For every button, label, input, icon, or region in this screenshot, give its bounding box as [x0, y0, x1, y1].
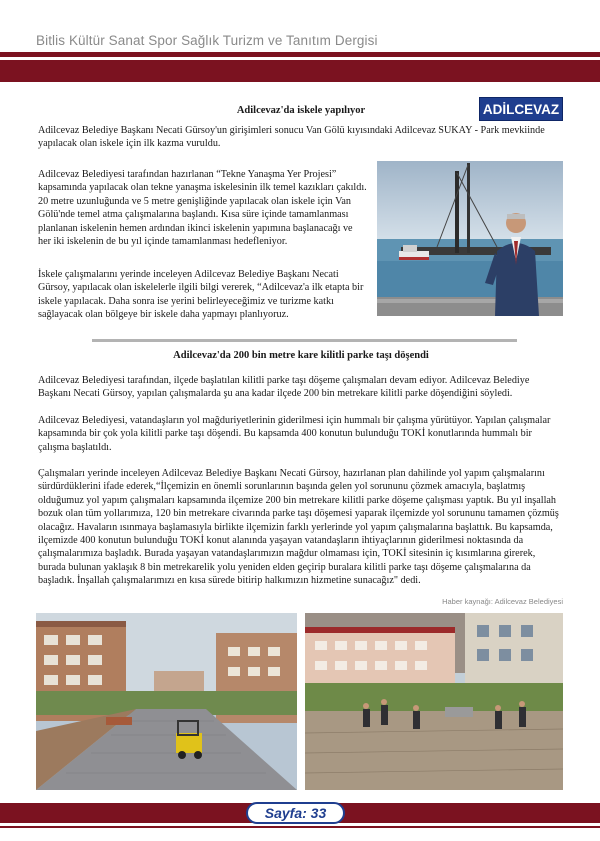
article2-paragraph: Adilcevaz Belediyesi tarafından, ilçede başlatılan kilitli parke taşı döşeme çalışmaları devam ediyor. Adilcevaz Belediye Başkanı Necati Gürsoy, yapılan çalışmalarda şu ana kadar ilçede 200 bin metrekare kilitli parke döşendiğini söyledi. [38, 375, 530, 400]
article1-title: Adilcevaz'da iskele yapılıyor [236, 105, 366, 116]
section-divider [92, 339, 517, 342]
paving-workers-photo [305, 613, 563, 790]
article2-paragraph: Adilcevaz Belediyesi, vatandaşların yol mağduriyetlerinin giderilmesi için hummalı bir çalışma yürütüyor. Yapılan çalışmalar kapsamında bir çok yola kilitli parke taşı döşendi. Bu kapsamda 400 konutun bulunduğu TOKİ konutlarında hummalı bir çalışma başlatıldı. [38, 415, 551, 453]
page-number-label: Sayfa: 33 [264, 805, 327, 821]
paved-street-photo [36, 613, 297, 790]
footer-line [0, 826, 600, 828]
article1-paragraph: Adilcevaz Belediyesi tarafından hazırlanan “Tekne Yanaşma Yer Projesi” kapsamında yapılacak olan tekne yanaşma iskelesinin ilk temel kazıkları çakıldı. 20 metre uzunluğunda ve 5 metre genişliğinde yapılacak olan iskele için Van Gölü'nde temel atma çalışmalarına başlandı. Kısa süre içinde tamamlanması planlanan iskelenin hemen ardından ikinci iskelenin yapımına başlanacağı ve her iki iskelenin de bu yıl içinde tamamlanması hedefleniyor. [38, 169, 367, 248]
header-band-thick [0, 60, 600, 82]
article1-intro: Adilcevaz Belediye Başkanı Necati Gürsoy'un girişimleri sonucu Van Gölü kıyısındaki Adilcevaz SUKAY - Park mevkiinde yapılacak olan iskele için ilk kazma vuruldu. [38, 125, 545, 150]
section-badge: ADİLCEVAZ [479, 97, 563, 121]
pier-mayor-photo [377, 161, 563, 316]
magazine-title: Bitlis Kültür Sanat Spor Sağlık Turizm ve Tanıtım Dergisi [36, 33, 378, 48]
header-band-thin [0, 52, 600, 57]
article1-paragraph: İskele çalışmalarını yerinde inceleyen Adilcevaz Belediye Başkanı Necati Gürsoy, yapılacak olan iskelelerle ilgili bilgi vererek, “Adilcevaz'a ilk etapta bir iskele yapılacak. Daha sonra ise yerini belirleyeceğimiz ve turizme katkı sağlayacak olan bölgeye bir iskele daha yapmayı planlıyoruz. [38, 269, 364, 321]
page-number [246, 802, 345, 824]
news-source: Haber kaynağı: Adilcevaz Belediyesi [442, 597, 563, 606]
article2-paragraph: Çalışmaları yerinde inceleyen Adilcevaz Belediye Başkanı Necati Gürsoy, hazırlanan plan dahilinde yol yapım çalışmalarını sürdürdüklerini ifade ederek,“İlçemizin en önemli sorunlarının başında gelen yol sorununu çözmek amacıyla, başlatmış olduğumuz yol yapım çalışmaları kapsamında ilçemize 200 bin metrekare kilitli parke döşeme çalışması yaptık. Bu yıl inşallah bozuk olan tüm yollarımıza, 120 bin metrekare civarında parke taşı döşemesi yaparak ilçemizde yol sorununu tamamen çözmüş olacağız. Havaların ısınmaya başlamasıyla birlikte ilçemizin farklı yerlerinde yol yapım çalışmalarına başlattık. Bu kapsamda, ilçemizde 400 konutun bulunduğu TOKİ konut alanında yaşayan vatandaşların ihtiyaçlarının giderilmesi noktasında da çalışmalarımıza başladık. Burada yaşayan vatandaşlarımızın mağdur olmaması için, TOKİ sitesinin iç kısımlarına girerek, burada bulunan yaklaşık 8 bin metrekarelik yolu yeniden elden geçirip buralara kilitli parke taşı döşeme çalışmalarına da başladık. İnşallah çalışmalarımızı en kısa sürede bitirip halkımızın hizmetine sunacağız" dedi. [38, 468, 559, 587]
article2-title: Adilcevaz'da 200 bin metre kare kilitli parke taşı döşendi [173, 350, 429, 361]
